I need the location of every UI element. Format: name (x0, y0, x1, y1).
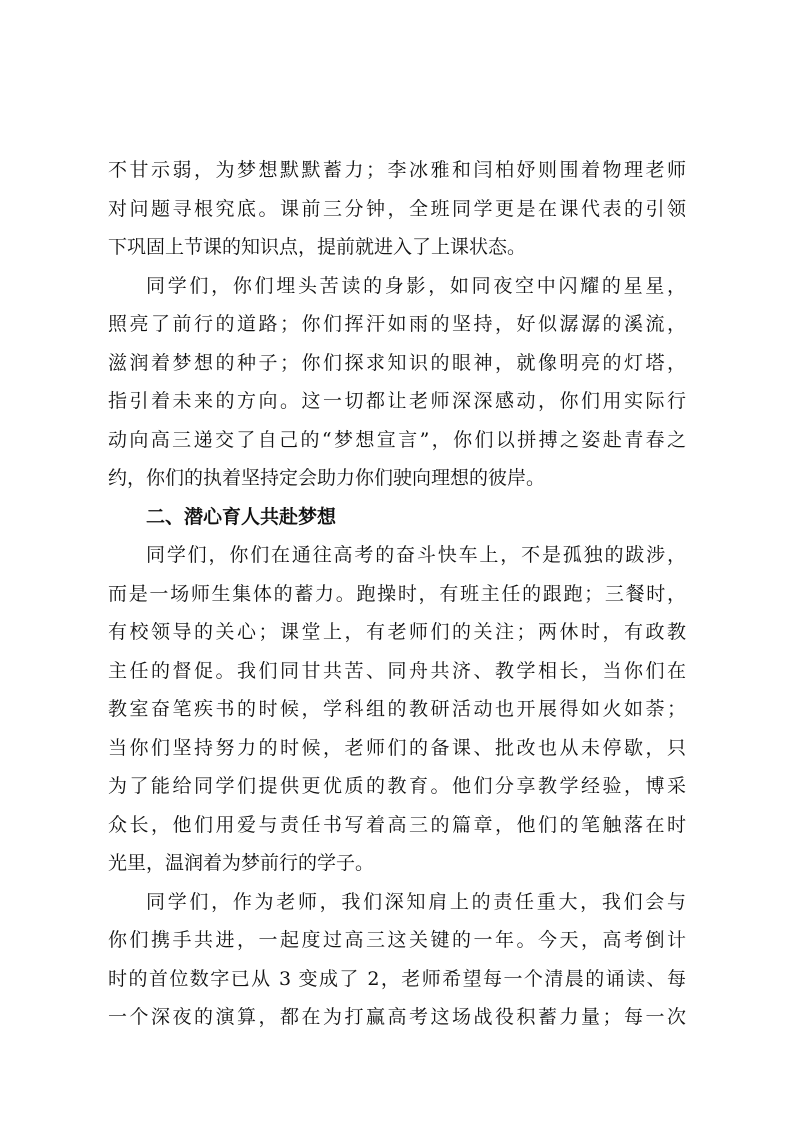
paragraph-3-line-6: 当你们坚持努力的时候，老师们的备课、批改也从未停歇，只 (108, 737, 686, 759)
paragraph-4-line-2: 你们携手共进，一起度过高三这关键的一年。今天，高考倒计 (108, 929, 686, 951)
paragraph-1-line-1: 不甘示弱，为梦想默默蓄力；李冰雅和闫柏妤则围着物理老师 (108, 159, 686, 181)
paragraph-4-line-1: 同学们，作为老师，我们深知肩上的责任重大，我们会与 (146, 891, 686, 913)
paragraph-3-line-4: 主任的督促。我们同甘共苦、同舟共济、教学相长，当你们在 (108, 660, 686, 682)
paragraph-4-line-3: 时的首位数字已从 3 变成了 2，老师希望每一个清晨的诵读、每 (108, 968, 686, 990)
paragraph-4-line-4: 一个深夜的演算，都在为打赢高考这场战役积蓄力量；每一次 (108, 1006, 686, 1028)
paragraph-3-line-7: 为了能给同学们提供更优质的教育。他们分享教学经验，博采 (108, 775, 686, 797)
paragraph-1-line-2: 对问题寻根究底。课前三分钟，全班同学更是在课代表的引领 (108, 198, 686, 220)
paragraph-2-line-1: 同学们，你们埋头苦读的身影，如同夜空中闪耀的星星， (146, 275, 686, 297)
paragraph-1-line-3: 下巩固上节课的知识点，提前就进入了上课状态。 (108, 236, 527, 258)
paragraph-2-line-6: 约，你们的执着坚持定会助力你们驶向理想的彼岸。 (108, 467, 546, 489)
paragraph-3-line-8: 众长，他们用爱与责任书写着高三的篇章，他们的笔触落在时 (108, 814, 686, 836)
paragraph-2-line-5: 动向高三递交了自己的“梦想宣言”，你们以拼搏之姿赴青春之 (108, 429, 686, 451)
paragraph-3-line-1: 同学们，你们在通往高考的奋斗快车上，不是孤独的跋涉， (146, 544, 686, 566)
paragraph-3-line-3: 有校领导的关心；课堂上，有老师们的关注；两休时，有政教 (108, 621, 686, 643)
section-heading: 二、潜心育人共赴梦想 (146, 506, 337, 528)
paragraph-3-line-2: 而是一场师生集体的蓄力。跑操时，有班主任的跟跑；三餐时， (108, 583, 686, 605)
paragraph-3-line-9: 光里，温润着为梦前行的学子。 (108, 852, 375, 874)
paragraph-3-line-5: 教室奋笔疾书的时候，学科组的教研活动也开展得如火如荼； (108, 698, 686, 720)
paragraph-2-line-4: 指引着未来的方向。这一切都让老师深深感动，你们用实际行 (108, 390, 686, 412)
paragraph-2-line-3: 滋润着梦想的种子；你们探求知识的眼神，就像明亮的灯塔， (108, 352, 686, 374)
paragraph-2-line-2: 照亮了前行的道路；你们挥汗如雨的坚持，好似潺潺的溪流， (108, 313, 686, 335)
